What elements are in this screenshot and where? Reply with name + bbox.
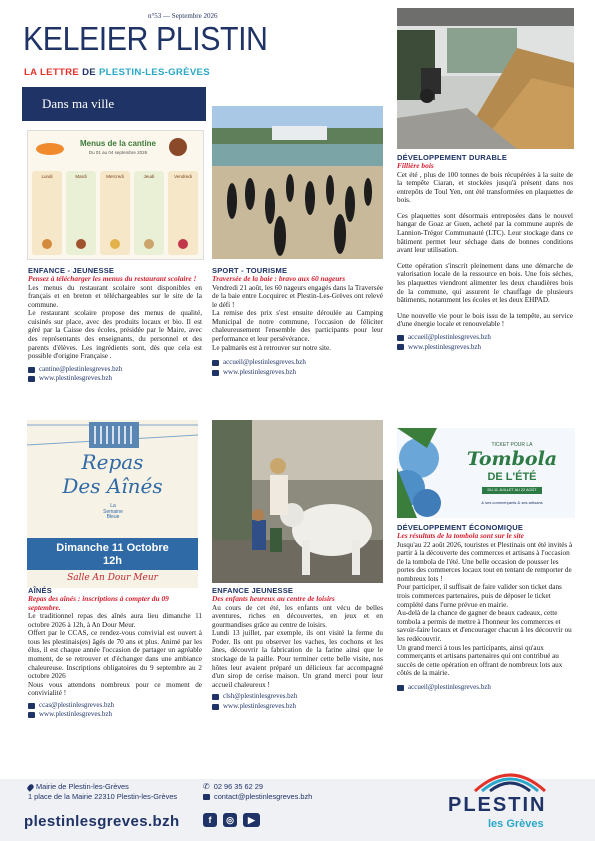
map-pin-icon <box>26 783 34 791</box>
website-link[interactable]: www.plestinlesgreves.bzh <box>28 374 202 384</box>
article-body <box>212 604 383 690</box>
article-sport-tourisme <box>212 266 383 377</box>
menu-title: Menus de la cantine <box>79 139 157 148</box>
badge-line2: Semaine <box>103 508 123 515</box>
article-headline: Pensez à télécharger les menus du restaurant scolaire ! <box>28 274 197 283</box>
masthead-subtitle <box>24 67 210 78</box>
swimmers-photo <box>212 106 383 259</box>
article-paragraph: Cet été , plus de 100 tonnes de bois récupérées à la suite de la tempête Ciaran, et stockées jusqu'à présent dans nos entrepôts de Toul Yen, ont été transformées en plaquettes de bois. <box>397 170 573 205</box>
article-paragraph: Vendredi 21 août, les 60 nageurs engagés dans la Traversée de la baie entre Locquirec et Plestin-Les-Grèves ont relevé le défi ! <box>212 283 383 309</box>
repas-aines-poster <box>27 420 198 588</box>
article-category: AÎNÉS <box>28 586 52 595</box>
badge-line3: Bleue <box>106 514 120 520</box>
tombola-partner: & ses commerçants & ses artisans <box>481 500 543 505</box>
article-body <box>397 541 573 679</box>
tombola-ticket-image <box>397 428 575 518</box>
menu-day: Lundi <box>41 174 53 179</box>
article-developpement-durable <box>397 153 573 352</box>
poster-date: Dimanche 11 Octobre <box>56 542 169 554</box>
article-headline: Des enfants heureux au centre de loisirs <box>212 594 335 603</box>
woodchips-photo <box>397 8 574 149</box>
article-paragraph: Lundi 13 juillet, par exemple, ils ont visité la ferme du Poder. Ils ont pu observer les vaches, les cochons et les ânes, découvrir la fabrication de la farine ainsi que le stockage de la paille. Pour terminer cette belle visite, nos hôtes leur avaient préparé un délicieux far accompagné d'un sirop de cerise maison. Un grand merci pour leur accueil chaleureux ! <box>212 629 383 689</box>
laptop-icon <box>212 704 219 710</box>
footer-contacts <box>203 782 312 802</box>
article-category: ENFANCE JEUNESSE <box>212 586 294 595</box>
article-body <box>28 612 202 698</box>
subtitle-part-3: PLESTIN-LES-GRÈVES <box>98 67 210 78</box>
phone-icon: ✆ <box>203 782 210 791</box>
poster-title-line1: Repas <box>81 450 144 474</box>
address-line1: Mairie de Plestin-les-Grèves <box>36 782 129 791</box>
cantine-menu-image <box>27 130 204 260</box>
laptop-icon <box>28 376 35 382</box>
address-line2: 1 place de la Mairie 22310 Plestin-les-Grèves <box>28 792 178 801</box>
article-paragraph: Le traditionnel repas des aînés aura lieu dimanche 11 octobre 2026 à 12h, à An Dour Meur. <box>28 612 202 629</box>
subtitle-part-2: DE <box>82 67 99 78</box>
article-category: DÉVELOPPEMENT DURABLE <box>397 153 508 162</box>
tombola-line2: Tombola <box>466 448 558 470</box>
envelope-icon <box>28 703 35 709</box>
footer-address <box>28 782 177 802</box>
menu-day: Mardi <box>75 174 87 179</box>
poster-time: 12h <box>103 555 122 567</box>
envelope-icon <box>212 694 219 700</box>
plestin-logo-sub: les Grèves <box>488 818 544 830</box>
article-category: ENFANCE - JEUNESSE <box>28 266 115 275</box>
footer-website[interactable]: plestinlesgreves.bzh <box>24 813 180 830</box>
article-headline: Les résultats de la tombola sont sur le site <box>397 531 524 540</box>
article-developpement-economique <box>397 523 573 693</box>
section-banner: Dans ma ville <box>22 87 206 121</box>
article-headline: Repas des aînés : inscriptions à compter du 09 septembre. <box>28 594 169 612</box>
youtube-icon[interactable]: ▶ <box>243 813 260 827</box>
plestin-logo-word: PLESTIN <box>448 794 547 816</box>
article-paragraph: Nous vous attendons nombreux pour ce moment de convivialité ! <box>28 680 202 698</box>
tombola-line3: DE L'ÉTÉ <box>487 471 537 483</box>
poster-title-line2: Des Aînés <box>62 474 163 498</box>
issue-number: n°53 — Septembre 2026 <box>148 12 218 20</box>
poster-place: Salle An Dour Meur <box>67 573 158 583</box>
article-paragraph: Au cours de cet été, les enfants ont vécu de belles aventures, riches en découvertes, en jeux et en gourmandises grâce au centre de loisirs. <box>212 603 383 629</box>
laptop-icon <box>212 370 219 376</box>
article-category: DÉVELOPPEMENT ÉCONOMIQUE <box>397 523 524 532</box>
email-link[interactable]: ccas@plestinlesgreves.bzh <box>28 701 202 711</box>
article-paragraph: Cette opération s'inscrit pleinement dans une démarche de valorisation locale de la ressource en bois. Une fois séches, les plaquettes viendront alimenter les deux chaudières bois de la commune, qui assurent le chauffage de plusieurs bâtiments, notamment les écoles et les deux EHPAD. <box>397 261 573 305</box>
envelope-icon <box>397 335 404 341</box>
email-link[interactable]: cantine@plestinlesgreves.bzh <box>28 365 202 375</box>
article-paragraph: Les menus du restaurant scolaire sont disponibles en français et en breton et téléchargeables sur le site de la commune. <box>28 283 202 309</box>
tombola-line1: TICKET POUR LA <box>491 442 533 448</box>
tombola-dates: DU 11 JUILLET AU 22 AOÛT <box>482 487 542 494</box>
email-link[interactable]: accueil@plestinlesgreves.bzh <box>212 358 383 368</box>
facebook-icon[interactable]: f <box>203 813 217 827</box>
masthead-title: KELEIER PLISTIN <box>23 20 268 57</box>
menu-day: Vendredi <box>174 174 192 179</box>
article-paragraph: Une nouvelle vie pour le bois issu de la tempête, au service d'une énergie locale et renouvelable ! <box>397 311 573 329</box>
article-paragraph: Pour participer, il suffisait de faire valider son ticket dans trois commerces partenaires, puis de déposer le ticket complété dans l'urne prévue en mairie. <box>397 583 562 609</box>
envelope-icon <box>203 794 210 800</box>
email-link[interactable]: clsh@plestinlesgreves.bzh <box>212 692 383 702</box>
article-paragraph: Le restaurant scolaire propose des menus de qualité, cuisinés sur place, avec des produits locaux et bio. Il est géré par la Caisse des écoles, présidée par le Maire, avec des représentants des enseignants, du personnel et des parents d'élèves. Les ingrédients sont, dès que cela est possible d'origine Française . <box>28 309 202 361</box>
envelope-icon <box>212 360 219 366</box>
semaine-bleue-badge <box>102 504 124 521</box>
centre-loisirs-photo <box>212 420 383 583</box>
website-link[interactable]: www.plestinlesgreves.bzh <box>28 710 202 720</box>
envelope-icon <box>28 367 35 373</box>
menu-dates: Du 01 au 04 septembre 2026 <box>88 150 148 155</box>
instagram-icon[interactable]: ◎ <box>223 813 237 827</box>
website-link[interactable]: www.plestinlesgreves.bzh <box>397 343 573 353</box>
menu-day: Jeudi <box>143 174 155 179</box>
article-paragraph: Ces plaquettes sont désormais entreposées dans le nouvel hangar de Goaz ar Guen, acheté par la commune auprès de Lannion-Trégor Communauté (LTC). Leur stockage dans ce bâtiment permet leur séchage dans de bonnes conditions avant leur utilisation. <box>397 211 573 255</box>
badge-line1: La <box>110 503 116 509</box>
article-paragraph: Offert par le CCAS, ce rendez-vous convivial est ouvert à tous les plestinais(es) âgés de 70 ans et plus. Animé par les élus, il est chaque année l'occasion de partager un agréable moment, de se retrouver et d'échanger dans une ambiance chaleureuse. Inscriptions obligatoires du 9 septembre au 2 octobre 2026 <box>28 629 202 681</box>
article-aines <box>28 586 202 720</box>
article-body <box>212 284 383 353</box>
laptop-icon <box>397 344 404 350</box>
article-paragraph: La remise des prix s'est ensuite déroulée au Camping Municipal de notre commune, l'occasion de féliciter chaleureusement l'ensemble des participants pour leur performance et leur persévérance. <box>212 309 383 344</box>
article-body <box>28 284 202 361</box>
article-body <box>397 171 573 330</box>
website-link[interactable]: www.plestinlesgreves.bzh <box>212 368 383 378</box>
footer-email[interactable]: contact@plestinlesgreves.bzh <box>214 792 313 801</box>
article-category: SPORT - TOURISME <box>212 266 288 275</box>
article-paragraph: Un grand merci à tous les participants, ainsi qu'aux commerçants et artisans partenaires qui ont contribué au succès de cette opération en offrant de nombreux lots aux côtés de la mairie. <box>397 643 563 678</box>
article-enfance-jeunesse <box>28 266 202 384</box>
footer-divider <box>0 771 397 779</box>
article-headline: Traversée de la baie : bravo aux 60 nageurs <box>212 274 346 283</box>
article-paragraph: Au-delà de la chance de gagner de beaux cadeaux, cette tombola a permis de mettre à l'honneur les commerces et savoir-faire locaux et d'encourager chacun à les découvrir ou les redécouvrir. <box>397 609 572 644</box>
article-centre-loisirs <box>212 586 383 711</box>
laptop-icon <box>28 712 35 718</box>
footer-phone[interactable]: 02 96 35 62 29 <box>213 782 264 791</box>
email-link[interactable]: accueil@plestinlesgreves.bzh <box>397 683 573 693</box>
menu-day: Mercredi <box>106 174 124 179</box>
envelope-icon <box>397 685 404 691</box>
email-link[interactable]: accueil@plestinlesgreves.bzh <box>397 333 573 343</box>
website-link[interactable]: www.plestinlesgreves.bzh <box>212 702 383 712</box>
subtitle-part-1: LA LETTRE <box>24 67 83 78</box>
article-headline: Fillière bois <box>397 161 434 170</box>
article-paragraph: Jusqu'au 22 août 2026, touristes et Plestinais ont été invités à partir à la découverte des commerces et artisans à l'occasion de la tombola de l'été. Une belle occasion de pousser les portes des commerces locaux tout en tentant de remporter de nombreux lots ! <box>397 540 573 583</box>
article-paragraph: Le palmarès est à retrouver sur notre site. <box>212 343 331 352</box>
